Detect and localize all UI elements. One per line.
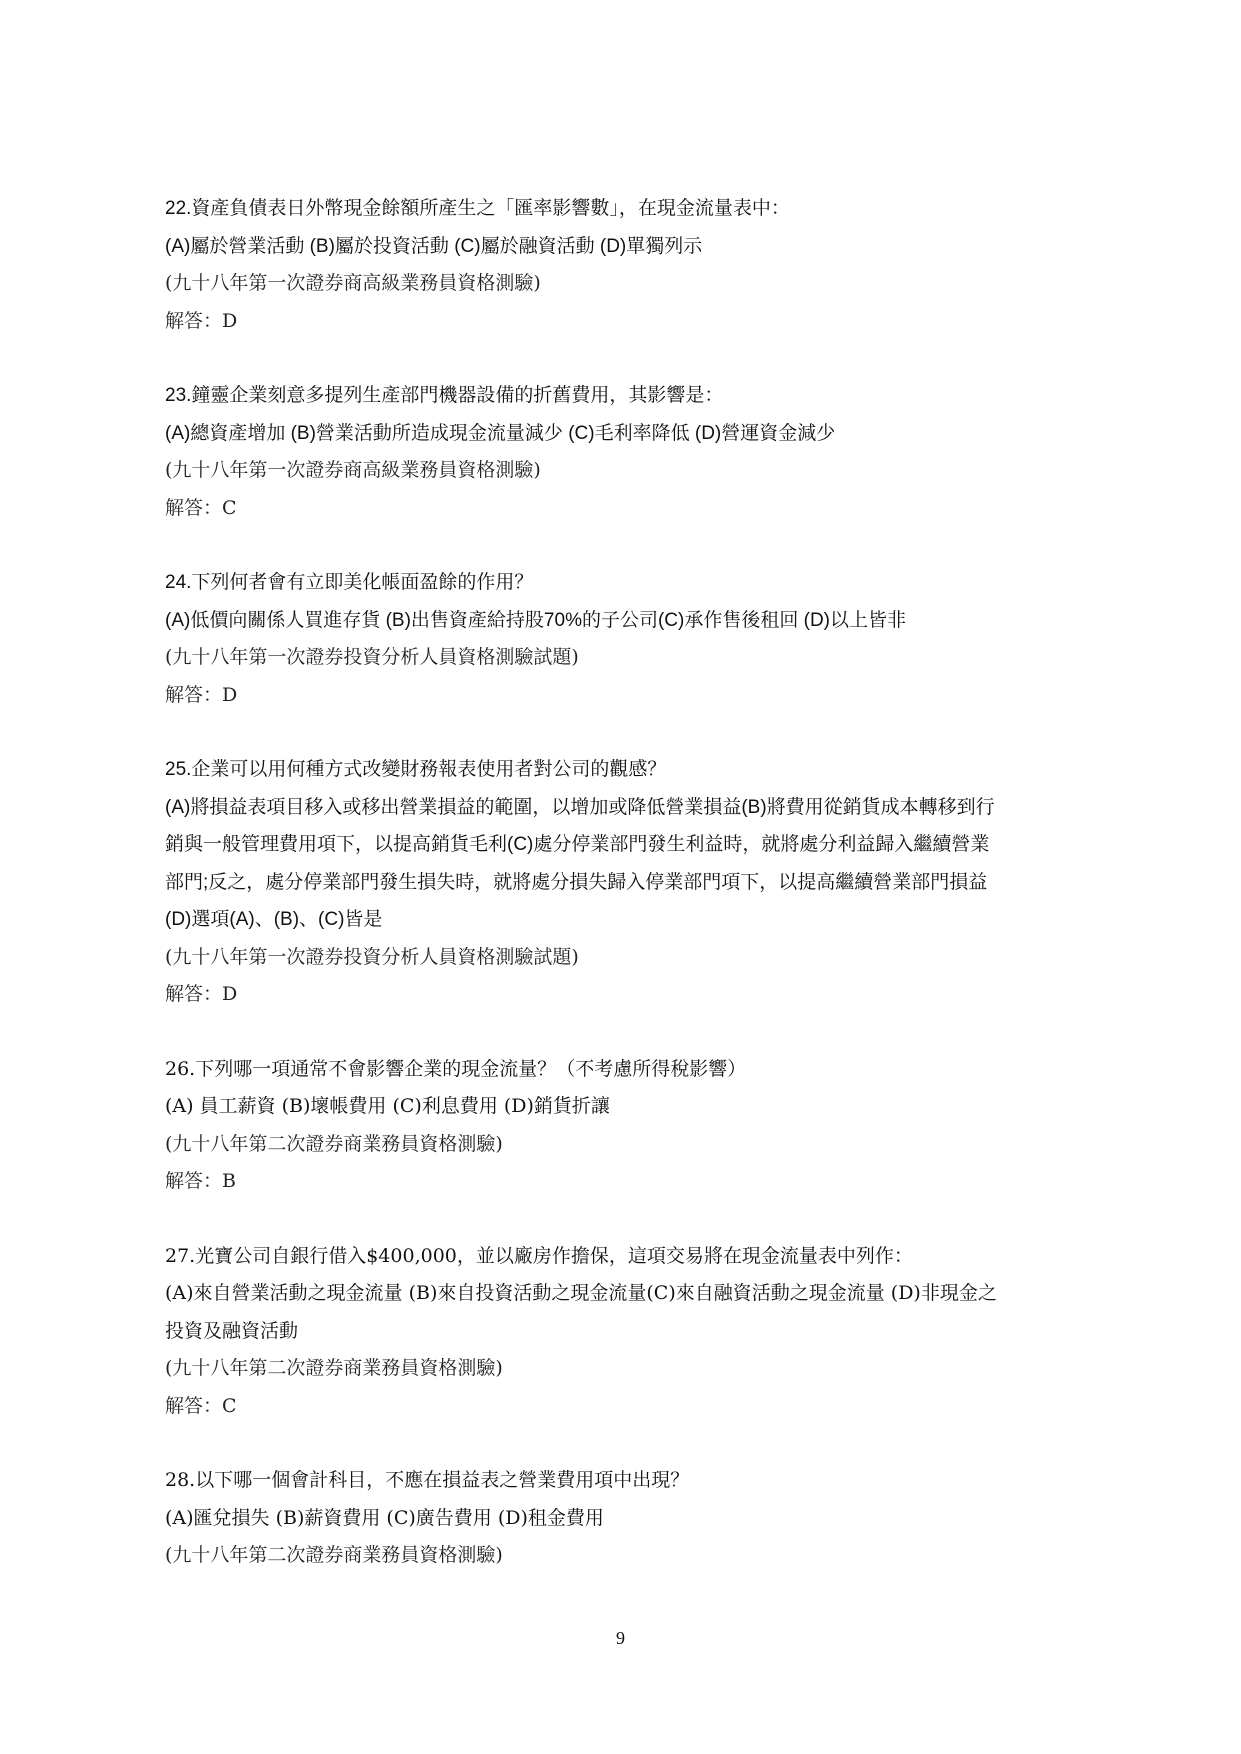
question-options-line: 銷與一般管理費用項下，以提高銷貨毛利(C)處分停業部門發生利益時，就將處分利益歸入繼續營業 [165, 834, 990, 855]
question-stem: 23.鐘靈企業刻意多提列生產部門機器設備的折舊費用，其影響是： [165, 385, 724, 406]
question-options-line: (D)選項(A)、(B)、(C)皆是 [165, 909, 383, 930]
question-options-line: 投資及融資活動 [165, 1319, 299, 1342]
question-answer: 解答：D [165, 683, 238, 706]
question-options: (A)匯兌損失 (B)薪資費用 (C)廣告費用 (D)租金費用 [165, 1506, 604, 1529]
question-24 [165, 564, 1085, 714]
question-options-line: (A)來自營業活動之現金流量 (B)來自投資活動之現金流量(C)來自融資活動之現金流量 (D)非現金之 [165, 1282, 997, 1304]
question-options: (A)低價向關係人買進存貨 (B)出售資產給持股70%的子公司(C)承作售後租回 (D)以上皆非 [165, 609, 906, 631]
question-source: (九十八年第一次證券商高級業務員資格測驗) [165, 459, 541, 481]
page-number: 9 [616, 1628, 625, 1648]
question-stem: 25.企業可以用何種方式改變財務報表使用者對公司的觀感？ [165, 759, 667, 780]
question-26 [165, 1051, 1085, 1201]
question-22 [165, 190, 1085, 340]
question-27 [165, 1238, 1085, 1426]
question-options: (A)屬於營業活動 (B)屬於投資活動 (C)屬於融資活動 (D)單獨列示 [165, 235, 703, 257]
question-source: (九十八年第一次證券商高級業務員資格測驗) [165, 272, 541, 294]
question-list [165, 190, 1085, 1612]
question-answer: 解答：D [165, 309, 238, 332]
question-options: (A)總資產增加 (B)營業活動所造成現金流量減少 (C)毛利率降低 (D)營運資金減少 [165, 422, 836, 444]
question-answer: 解答：C [165, 1394, 237, 1417]
question-stem: 28.以下哪一個會計科目，不應在損益表之營業費用項中出現？ [165, 1469, 690, 1491]
question-options: (A) 員工薪資 (B)壞帳費用 (C)利息費用 (D)銷貨折讓 [165, 1095, 610, 1117]
question-answer: 解答：D [165, 983, 238, 1005]
question-stem: 24.下列何者會有立即美化帳面盈餘的作用？ [165, 572, 534, 593]
question-source: (九十八年第一次證券投資分析人員資格測驗試題) [165, 945, 579, 968]
question-options-line: 部門;反之，處分停業部門發生損失時，就將處分損失歸入停業部門項下，以提高繼續營業部門損益 [165, 871, 988, 893]
question-stem: 22.資產負債表日外幣現金餘額所產生之「匯率影響數」，在現金流量表中： [165, 198, 790, 219]
question-answer: 解答：C [165, 496, 237, 519]
question-source: (九十八年第二次證券商業務員資格測驗) [165, 1357, 503, 1379]
question-source: (九十八年第一次證券投資分析人員資格測驗試題) [165, 646, 579, 668]
question-stem: 27.光寶公司自銀行借入$400,000，並以廠房作擔保，這項交易將在現金流量表中列作： [165, 1244, 913, 1267]
question-answer: 解答：B [165, 1170, 236, 1192]
question-source: (九十八年第二次證券商業務員資格測驗) [165, 1544, 503, 1566]
question-25 [165, 751, 1085, 1014]
question-source: (九十八年第二次證券商業務員資格測驗) [165, 1132, 503, 1155]
question-28 [165, 1462, 1085, 1575]
question-stem: 26.下列哪一項通常不會影響企業的現金流量？（不考慮所得稅影響） [165, 1057, 747, 1080]
question-23 [165, 377, 1085, 527]
question-options-line: (A)將損益表項目移入或移出營業損益的範圍，以增加或降低營業損益(B)將費用從銷貨成本轉移到行 [165, 796, 995, 818]
